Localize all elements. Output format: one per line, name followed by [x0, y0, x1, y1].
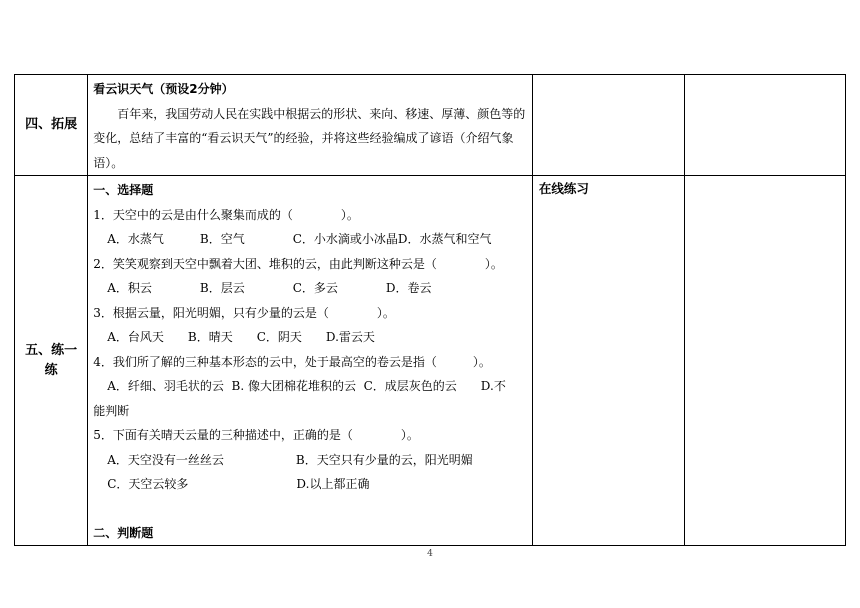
section-four-label	[15, 75, 88, 176]
question-3: 3．根据云量，阳光明媚，只有少量的云是（ ）。	[93, 305, 395, 320]
question-2-options: A．积云 B．层云 C．多云 D．卷云	[107, 281, 432, 295]
question-5-options-line1: A．天空没有一丝丝云 B．天空只有少量的云，阳光明媚	[107, 452, 473, 467]
question-1: 1．天空中的云是由什么聚集而成的（ ）。	[93, 207, 359, 222]
section-four-col3	[532, 75, 685, 176]
online-practice-label: 在线练习	[538, 181, 589, 196]
question-2: 2．笑笑观察到天空中飘着大团、堆积的云，由此判断这种云是（ ）。	[93, 256, 503, 271]
question-4-options: A．纤细、羽毛状的云 B. 像大团棉花堆积的云 C．成层灰色的云 D.不	[107, 379, 506, 393]
choice-heading: 一、选择题	[93, 183, 154, 197]
spacer	[93, 497, 528, 521]
section-five-label-line2: 练	[44, 362, 58, 378]
row-extension	[15, 75, 846, 176]
question-5: 5．下面有关晴天云量的三种描述中，正确的是（ ）。	[93, 428, 419, 442]
question-5-options-line2: C．天空云较多 D.以上都正确	[107, 477, 370, 491]
section-four-content	[88, 75, 533, 176]
question-1-options: A．水蒸气 B．空气 C．小水滴或小冰晶D．水蒸气和空气	[107, 232, 492, 246]
page-number: 4	[427, 549, 433, 559]
section-four-col4	[685, 75, 846, 176]
section-five-label	[15, 176, 88, 546]
question-4: 4．我们所了解的三种基本形态的云中，处于最高空的卷云是指（ ）。	[93, 354, 491, 369]
question-3-options: A．台风天 B．晴天 C．阴天 D.雷云天	[107, 330, 375, 344]
section-four-paragraph: 百年来，我国劳动人民在实践中根据云的形状、来向、移速、厚薄、颜色等的变化，总结了丰富的“看云识天气”的经验，并将这些经验编成了谚语（介绍气象语）。	[93, 106, 526, 170]
lesson-plan-table	[14, 74, 846, 546]
section-five-col4	[685, 176, 846, 546]
section-four-title: 看云识天气（预设2分钟）	[93, 82, 234, 96]
row-practice	[15, 176, 846, 546]
section-four-label-text: 四、拓展	[25, 117, 78, 132]
section-five-content	[88, 176, 533, 546]
judge-heading: 二、判断题	[93, 525, 154, 540]
section-five-label-line1: 五、练一	[25, 342, 78, 358]
question-4-options-continued: 能判断	[93, 403, 130, 418]
section-five-col3	[532, 176, 685, 546]
